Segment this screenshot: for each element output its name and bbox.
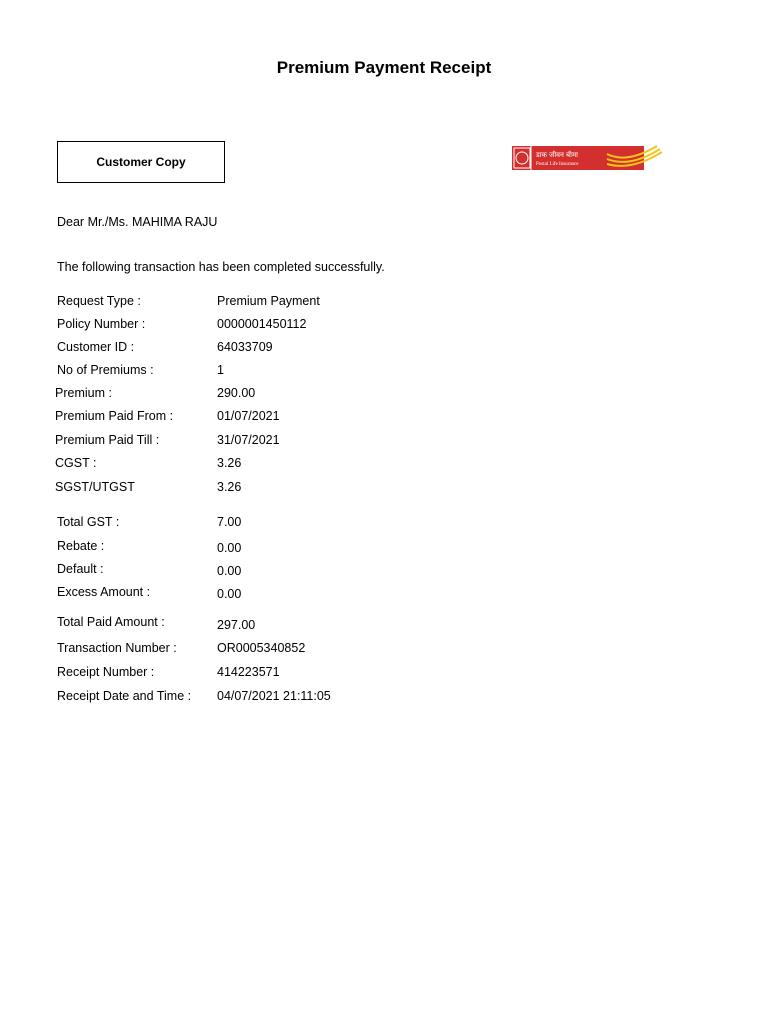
row-label: Receipt Number : [57, 665, 155, 679]
row-label: Total GST : [57, 515, 120, 529]
page-title: Premium Payment Receipt [276, 58, 492, 77]
row-label: Total Paid Amount : [57, 615, 165, 629]
row-value: 297.00 [217, 618, 256, 632]
row-label: Default : [57, 562, 104, 576]
row-value: 0.00 [217, 541, 242, 555]
row-label: SGST/UTGST [55, 480, 135, 494]
row-label: No of Premiums : [57, 363, 154, 377]
row-value: 414223571 [217, 665, 280, 679]
customer-copy-label: Customer Copy [96, 155, 186, 169]
postal-life-insurance-logo [512, 144, 662, 172]
customer-copy-box [57, 141, 225, 183]
row-value: 04/07/2021 21:11:05 [217, 689, 331, 703]
row-value: 7.00 [217, 515, 242, 529]
row-value: 290.00 [217, 386, 256, 400]
row-label: Request Type : [57, 294, 141, 308]
row-value: 64033709 [217, 340, 273, 354]
row-label: Premium Paid Till : [55, 433, 160, 447]
success-message: The following transaction has been completed successfully. [57, 260, 385, 274]
row-label: Policy Number : [57, 317, 146, 331]
row-value: 0.00 [217, 564, 242, 578]
row-label: CGST : [55, 456, 97, 470]
row-label: Rebate : [57, 539, 105, 553]
row-value: 1 [217, 363, 224, 377]
row-value: OR0005340852 [217, 641, 306, 655]
row-value: 0000001450112 [217, 317, 307, 331]
svg-text:Postal Life Insurance: Postal Life Insurance [536, 162, 579, 167]
row-value: 01/07/2021 [217, 409, 280, 423]
row-label: Premium Paid From : [55, 409, 174, 423]
row-value: Premium Payment [217, 294, 320, 308]
row-label: Receipt Date and Time : [57, 689, 192, 703]
svg-text:डाक जीवन बीमा: डाक जीवन बीमा [536, 151, 578, 159]
greeting: Dear Mr./Ms. MAHIMA RAJU [57, 215, 218, 229]
row-value: 31/07/2021 [217, 433, 280, 447]
row-value: 0.00 [217, 587, 242, 601]
row-label: Excess Amount : [57, 585, 151, 599]
row-value: 3.26 [217, 456, 242, 470]
row-label: Premium : [55, 386, 112, 400]
row-label: Customer ID : [57, 340, 135, 354]
row-value: 3.26 [217, 480, 242, 494]
row-label: Transaction Number : [57, 641, 177, 655]
